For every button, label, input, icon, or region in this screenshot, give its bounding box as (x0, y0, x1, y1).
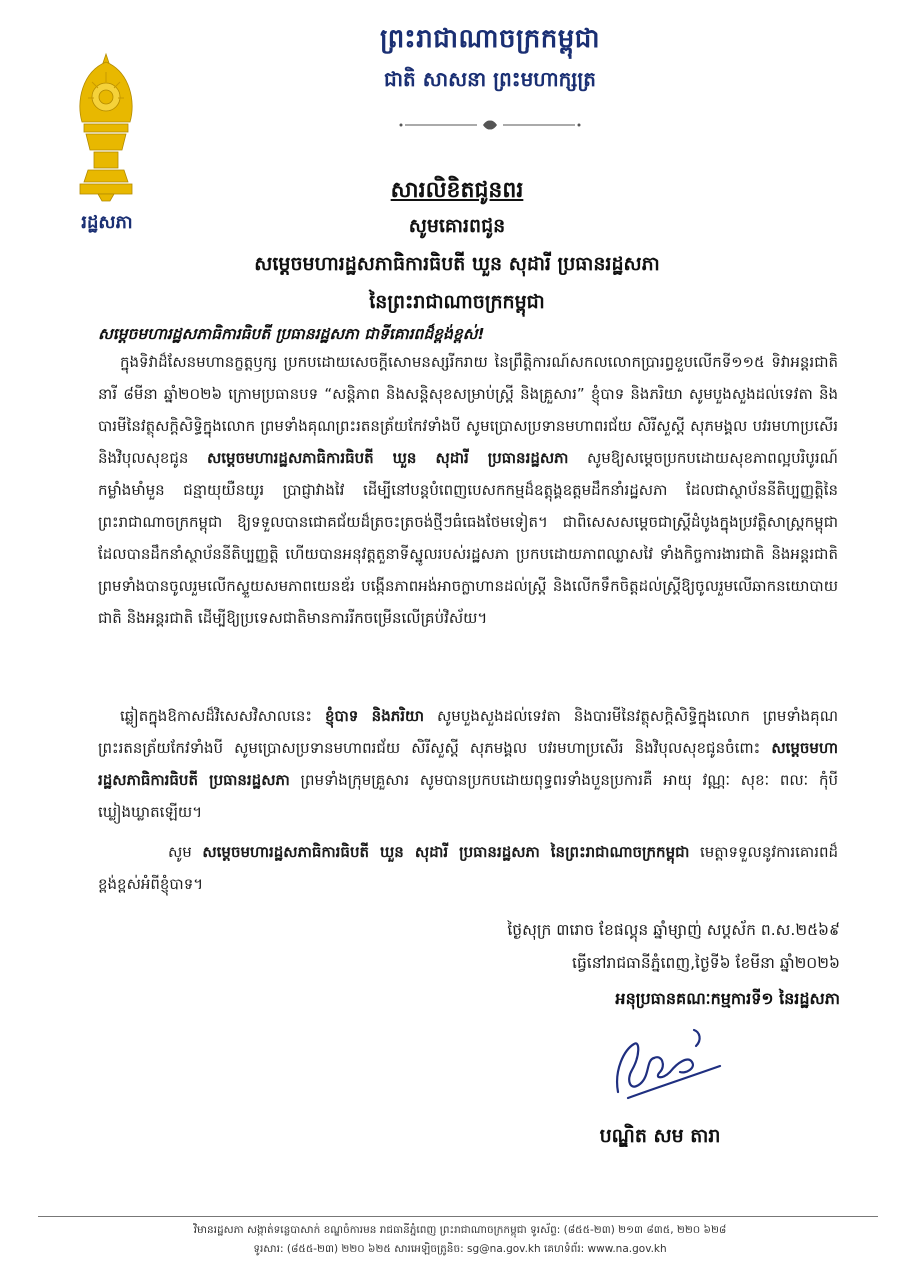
p2-sender-bold: ខ្ញុំបាទ និងភរិយា (324, 707, 425, 725)
p3-recipient-bold: សម្តេចមហារដ្ឋសភាធិការធិបតី ឃួន សុដារី ប្រធានរដ្ឋសភា នៃព្រះរាជាណាចក្រកម្ពុជា (202, 843, 690, 861)
footer-address: វិមានរដ្ឋសភា សង្កាត់ទន្លេបាសាក់ ខណ្ឌចំការមន រាជធានីភ្នំពេញ ព្រះរាជាណាចក្រកម្ពុជា ទូរស័ព្ទ: (៨៥៥-២៣) ២១៣ ៨៣៥, ២២០ ៦២៨ (193, 1224, 727, 1236)
letter-title: សារលិខិតជូនពរ (390, 178, 524, 203)
p2-text-b: សូមបួងសួងដល់ទេវតា និងបារមីនៃវត្ថុសក្តិសិទ្ធិក្នុងលោក ព្រមទាំងគុណព្រះរតនត្រ័យកែវទាំងបី សូមប្រោសប្រទានមហាពរជ័យ សិរីសួស្តី សុភមង្គល បវរមហាប្រសើរ និងវិបុលសុខជូនចំពោះ (98, 707, 838, 757)
parliament-emblem-icon (72, 52, 140, 202)
p3-text-a: សូម (168, 843, 192, 861)
divider-ornament-icon (395, 118, 585, 132)
footer-contacts (60, 1243, 860, 1258)
p1-text-a: ក្នុងទិវាដ៏សែនមហានក្ខត្តឫក្ស ប្រកបដោយសេចក្តីសោមនស្សរីករាយ នៃព្រឹត្តិការណ៍សកលលោកប្រារព្ធខួបលើកទី១១៥ ទិវាអន្តរជាតិនារី ៨មីនា ឆ្នាំ២០២៦ ក្រោមប្រធានបទ “សន្តិភាព និងសន្តិសុខសម្រាប់ស្ត្រី និងគ្រួសារ” ខ្ញុំបាទ និងភរិយា សូមបួងសួងដល់ទេវតា និងបារមីនៃវត្ថុសក្តិសិទ្ធិក្នុងលោក ព្រមទាំងគុណព្រះរតនត្រ័យកែវទាំងបី សូមប្រោសប្រទានមហាពរជ័យ សិរីសួស្តី សុភមង្គល បវរមហាប្រសើរ និងវិបុលសុខជូន (98, 353, 838, 467)
footer-email-link[interactable]: sg@na.gov.kh (467, 1243, 541, 1255)
emblem-label: រដ្ឋសភា (81, 212, 133, 233)
p3-text-b: មេត្តាទទួលនូវការគោរពដ៏ខ្ពង់ខ្ពស់អំពីខ្ញុំបាទ។ (98, 843, 838, 893)
recipient-line-1: សម្តេចមហារដ្ឋសភាធិការធិបតី ឃួន សុដារី ប្រធានរដ្ឋសភា (254, 253, 660, 275)
salutation: សម្តេចមហារដ្ឋសភាធិការធិបតី ប្រធានរដ្ឋសភា ជាទីគោរពដ៏ខ្ពង់ខ្ពស់! (98, 325, 485, 343)
footer-website-link[interactable]: www.na.gov.kh (587, 1243, 667, 1255)
p2-text-a: ឆ្លៀតក្នុងឱកាសដ៏វិសេសវិសាលនេះ (120, 707, 312, 725)
respect-line: សូមគោរពជូន (408, 215, 506, 237)
p2-recipient-bold: សម្តេចមហារដ្ឋសភាធិការធិបតី ប្រធានរដ្ឋសភា (98, 739, 838, 789)
signer-name: បណ្ឌិត សម តារា (599, 1125, 721, 1147)
recipient-line-2: នៃព្រះរាជាណាចក្រកម្ពុជា (369, 291, 545, 313)
p1-recipient-bold: សម្តេចមហារដ្ឋសភាធិការធិបតី ឃួន សុដារី ប្រធានរដ្ឋសភា (207, 449, 569, 467)
paragraph-1 (98, 346, 838, 634)
p2-text-c: ព្រមទាំងក្រុមគ្រួសារ សូមបានប្រកបដោយពុទ្ធពរទាំងបួនប្រការគឺ អាយុ វណ្ណៈ សុខៈ ពលៈ កុំបីឃ្លៀងឃ្លាតឡើយ។ (98, 771, 838, 821)
handwritten-signature (600, 1010, 730, 1110)
place-and-date: ធ្វើនៅរាជធានីភ្នំពេញ,ថ្ងៃទី៦ ខែមីនា ឆ្នាំ២០២៦ (572, 954, 840, 972)
lunar-date: ថ្ងៃសុក្រ ៣រោច ខែផល្គុន ឆ្នាំម្សាញ់ សប្តស័ក ព.ស.២៥៦៩ (507, 921, 840, 939)
footer-website-label: គេហទំព័រ: (544, 1243, 585, 1255)
p1-text-b: សូមឱ្យសម្តេចប្រកបដោយសុខភាពល្អបរិបូរណ៍ កម្លាំងមាំមួន ជន្មាយុយឺនយូរ ប្រាជ្ញាវាងវៃ ដើម្បីនៅបន្តបំពេញបេសកកម្មដ៏ឧត្តុង្គឧត្តមដឹកនាំរដ្ឋសភា ដែលជាស្ថាប័ននីតិប្បញ្ញត្តិនៃព្រះរាជាណាចក្រកម្ពុជា ឱ្យទទួលបានជោគជ័យដ៏ត្រចះត្រចង់ថ្មីៗធំធេងថែមទៀត។ ជាពិសេសសម្តេចជាស្ត្រីដំបូងក្នុងប្រវត្តិសាស្ត្រកម្ពុជា ដែលបានដឹកនាំស្ថាប័ននីតិប្បញ្ញត្តិ ហើយបានអនុវត្តតួនាទីស្នូលរបស់រដ្ឋសភា ប្រកបដោយភាពឈ្លាសវៃ ទាំងកិច្ចការងារជាតិ និងអន្តរជាតិ ព្រមទាំងបានចូលរួមលើកស្ទួយសមភាពយេនឌ័រ បង្កើនភាពអង់អាចក្លាហានដល់ស្ត្រី និងលើកទឹកចិត្តដល់ស្ត្រីឱ្យចូលរួមលើឆាកនយោបាយជាតិ និងអន្តរជាតិ ដើម្បីឱ្យប្រទេសជាតិមានការរីកចម្រើនលើគ្រប់វិស័យ។ (98, 449, 838, 627)
signatory-title: អនុប្រធានគណៈកម្មការទី១ នៃរដ្ឋសភា (615, 989, 840, 1008)
footer-fax: ទូរសារ: (៨៥៥-២៣) ២២០ ៦២៥ សារអេឡិចត្រូនិច: (253, 1243, 464, 1255)
paragraph-3 (98, 836, 838, 900)
national-motto: ជាតិ សាសនា ព្រះមហាក្សត្រ (384, 67, 596, 91)
paragraph-2 (98, 700, 838, 828)
kingdom-heading: ព្រះរាជាណាចក្រកម្ពុជា (380, 24, 600, 54)
footer-divider (38, 1216, 878, 1217)
